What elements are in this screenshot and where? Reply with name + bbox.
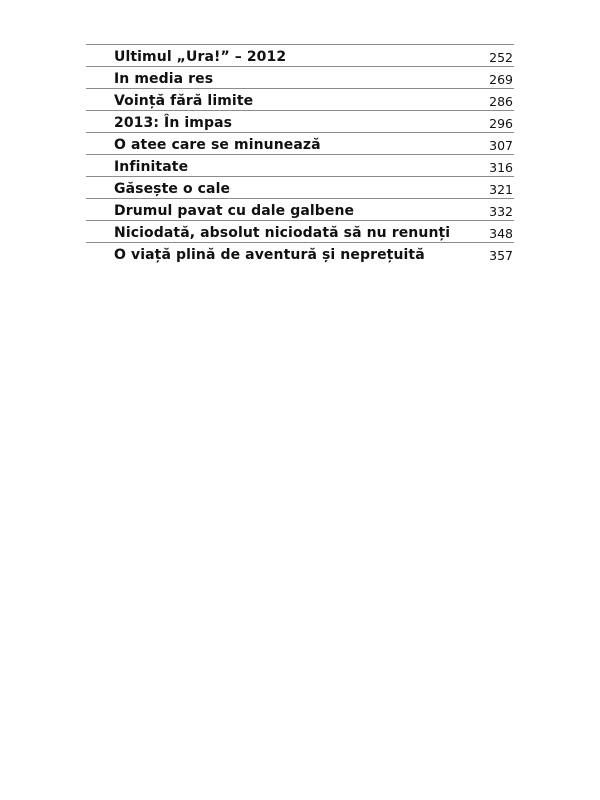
toc-entry bbox=[86, 66, 514, 88]
toc-entry bbox=[86, 220, 514, 242]
toc-entry bbox=[86, 154, 514, 176]
toc-entry bbox=[86, 88, 514, 110]
toc-entry-page: 252 bbox=[489, 50, 513, 65]
toc-entry-page: 332 bbox=[489, 204, 513, 219]
toc-entry bbox=[86, 242, 514, 264]
toc-entry-page: 286 bbox=[489, 94, 513, 109]
toc-entry bbox=[86, 110, 514, 132]
toc-entry-page: 348 bbox=[489, 226, 513, 241]
toc-entry-title: Niciodată, absolut niciodată să nu renunți bbox=[114, 225, 451, 241]
toc-entry-title: O atee care se minunează bbox=[114, 137, 321, 153]
toc-entry bbox=[86, 198, 514, 220]
toc-entry bbox=[86, 44, 514, 66]
toc-entry bbox=[86, 176, 514, 198]
toc-entry-page: 357 bbox=[489, 248, 513, 263]
toc-entry-title: Ultimul „Ura!” – 2012 bbox=[114, 49, 287, 65]
toc-entry-title: Drumul pavat cu dale galbene bbox=[114, 203, 355, 219]
toc-entry-title: O viață plină de aventură și neprețuită bbox=[114, 247, 425, 263]
toc-entry-page: 307 bbox=[489, 138, 513, 153]
toc-entry-page: 321 bbox=[489, 182, 513, 197]
toc-entry-title: 2013: În impas bbox=[114, 115, 233, 131]
toc-entry bbox=[86, 132, 514, 154]
toc-entry-page: 269 bbox=[489, 72, 513, 87]
toc-entry-title: Infinitate bbox=[114, 159, 189, 175]
toc-entry-page: 316 bbox=[489, 160, 513, 175]
toc-entry-page: 296 bbox=[489, 116, 513, 131]
toc-entry-title: Găsește o cale bbox=[114, 181, 231, 197]
toc-entry-title: In media res bbox=[114, 71, 214, 87]
table-of-contents bbox=[86, 44, 514, 264]
toc-entry-title: Voință fără limite bbox=[114, 93, 254, 109]
